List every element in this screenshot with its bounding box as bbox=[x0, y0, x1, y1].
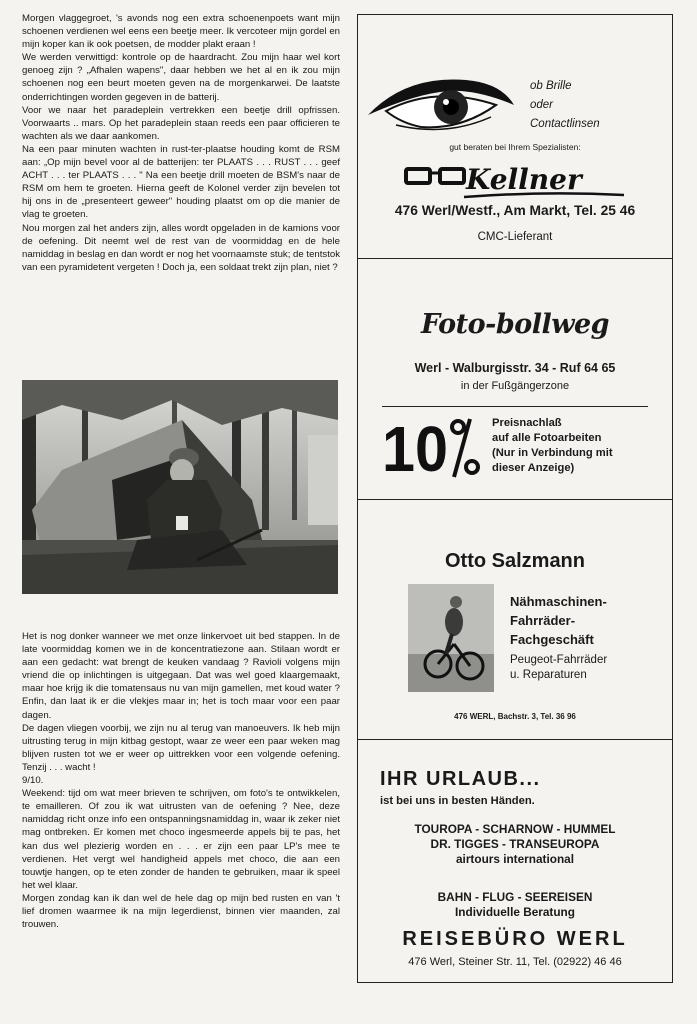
foto-address: Werl - Walburgisstr. 34 - Ruf 64 65 bbox=[414, 361, 616, 375]
otto-service-line: Nähmaschinen- bbox=[510, 594, 607, 609]
reise-title: REISEBÜRO WERL bbox=[402, 928, 628, 950]
eye-caption-line: Contactlinsen bbox=[530, 118, 600, 130]
otto-title: Otto Salzmann bbox=[444, 550, 585, 572]
ad-reisebuero-werl bbox=[358, 740, 672, 982]
article-text-part2: Het is nog donker wanneer we met onze linkervoet uit bed stappen. In de late voormiddag komen we in de koncentratiezone aan. Stilaan wordt er aan een gedacht: wat brengt de keuken vandaag ? Ravioli volgens mijn vriend die op inlichtingen is uitgegaan. Dat was wel goed klaargemaakt, maar hoe krijg ik die tomatensaus nu van mijn gamellen, met koud water ? Enfin, dan laat ik er die vlekjes maar in; het is toch maar voor een paar dagen. De dagen vliegen voorbij, we zijn nu al terug van manoeuvers. Ik heb mijn uitrusting terug in mijn kitbag gestopt, waar ze weer een paar weken mag blijven rusten tot we er weer op uittrekken voor een volgende oefening. Tenzij . . . wacht ! 9/10. Weekend: tijd om wat meer brieven te schrijven, om foto's te ontwikkelen, te emailleren. Of zou ik wat uitrusten van de oefening ? Nee, deze namiddag richt onze info een ontspanningsnamiddag in, waar ik zeker niet mag ontbreken. Er komen met choco ingesmeerde appels bij te pas, het kan dus wel plezierig worden en . . . er zijn een paar LP's mee te verdienen. Het vergt wel handigheid appels met choco, die aan een touwtje hangen, op te eten zonder de handen te gebruiken, maar ik speel het wel klaar. Morgen zondag kan ik dan wel de hele dag op mijn bed rusten en van 't lief dromen waarmee ik na mijn legerdienst, binnen vier maanden, zal trouwen. bbox=[22, 631, 340, 931]
cyclist-image bbox=[408, 584, 494, 692]
foto-title: Foto-bollweg bbox=[420, 309, 610, 340]
kellner-logo bbox=[404, 161, 634, 203]
discount-line: auf alle Fotoarbeiten bbox=[492, 432, 602, 444]
ad-otto-salzmann bbox=[358, 500, 672, 740]
foto-zone: in der Fußgängerzone bbox=[460, 380, 570, 392]
reise-services bbox=[358, 890, 672, 920]
percent-number: 10 bbox=[382, 413, 448, 481]
reise-address: 476 Werl, Steiner Str. 11, Tel. (02922) 46 46 bbox=[408, 956, 622, 968]
otto-sub-line: Peugeot-Fahrräder bbox=[510, 654, 608, 666]
operator-line: airtours international bbox=[456, 852, 574, 866]
soldier-at-tent-image bbox=[22, 380, 338, 594]
eye-caption-line: oder bbox=[530, 99, 554, 111]
operator-line: TOUROPA - SCHARNOW - HUMMEL bbox=[414, 822, 616, 836]
otto-address: 476 WERL, Bachstr. 3, Tel. 36 96 bbox=[454, 712, 576, 721]
advertisement-column bbox=[357, 14, 673, 983]
service-line: Individuelle Beratung bbox=[455, 905, 575, 919]
otto-services bbox=[510, 592, 607, 649]
kellner-footer: CMC-Lieferant bbox=[477, 231, 553, 243]
urlaub-headline: IHR URLAUB... bbox=[380, 768, 541, 790]
article-column bbox=[22, 12, 340, 274]
discount-line: dieser Anzeige) bbox=[492, 462, 575, 474]
discount-line: Preisnachlaß bbox=[492, 417, 562, 429]
article-text-part1: Morgen vlaggegroet, 's avonds nog een extra schoenenpoets want mijn schoenen verdienen wel eens een beetje meer. Ik vercoteer mijn gordel en mijn koper kan ik ook poetsen, de modder plakt eraan ! We werden verwittigd: kontrole op de haardracht. Zou mijn haar wel kort genoeg zijn ? „Afhalen wapens", daar hebben we het al en ik zou mijn schoenen nog een beurt moeten geven na de morgenkarwei. De laatste onderrichtingen worden gegeven in de batterij. Voor we naar het paradeplein vertrekken een beetje drill opfrissen. Voorwaarts .. mars. Op het paradeplein staan reeds een paar officieren te wachten als we daar aankomen. Na een paar minuten wachten in rust-ter-plaatse houding komt de RSM aan: „Op mijn bevel voor al de batterijen: ter PLAATS . . . RUST . . . geef ACHT . . . ter PLAATS . . . " Na een beetje drill moeten de BSM's naar de RSM om hem te groeten. Hierna geeft de Kolonel verder zijn bevelen tot hij ons in de „presenteert geweer" houding plaatst om op die manier de vlag te groeten. Nou morgen zal het anders zijn, alles wordt opgeladen in de kamions voor de oefening. Dit neemt wel de rest van de voormiddag en de hele namiddag in beslag en dan wordt er nog het voornaamste stuk; de tentstok van een pyramidetent vergeten ! Doch ja, een soldaat trekt zijn plan, niet ? bbox=[22, 13, 340, 273]
eye-caption bbox=[530, 77, 600, 134]
ad-kellner bbox=[358, 15, 672, 259]
eye-caption-line: ob Brille bbox=[530, 80, 572, 92]
operator-line: DR. TIGGES - TRANSEUROPA bbox=[430, 837, 600, 851]
urlaub-subline: ist bei uns in besten Händen. bbox=[380, 795, 535, 807]
reise-operators bbox=[358, 822, 672, 867]
percent-badge bbox=[382, 411, 482, 481]
kellner-tagline: gut beraten bei Ihrem Spezialisten: bbox=[449, 142, 581, 152]
discount-text bbox=[492, 416, 613, 476]
cyclist-photo bbox=[408, 584, 494, 692]
otto-service-line: Fachgeschäft bbox=[510, 632, 594, 647]
article-column-lower bbox=[22, 630, 340, 931]
ad-foto-bollweg bbox=[358, 259, 672, 500]
kellner-logo-text: Kellner bbox=[466, 163, 582, 196]
divider bbox=[382, 406, 648, 407]
otto-sub-line: u. Reparaturen bbox=[510, 669, 587, 681]
kellner-address: 476 Werl/Westf., Am Markt, Tel. 25 46 bbox=[394, 203, 636, 218]
service-line: BAHN - FLUG - SEEREISEN bbox=[437, 890, 593, 904]
otto-service-line: Fahrräder- bbox=[510, 613, 576, 628]
discount-line: (Nur in Verbindung mit bbox=[492, 447, 613, 459]
camp-photo bbox=[22, 380, 338, 594]
otto-subservices bbox=[510, 653, 607, 683]
eye-icon bbox=[366, 75, 516, 135]
